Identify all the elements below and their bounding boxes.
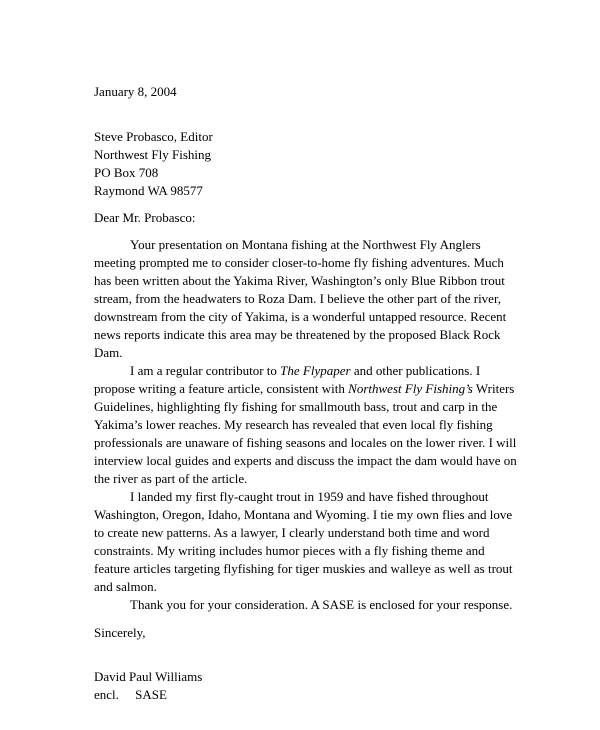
paragraph-2-line: Guidelines, highlighting fly fishing for smallmouth bass, trout and carp in the xyxy=(94,399,498,414)
paragraph-3-line: feature articles targeting flyfishing for tiger muskies and walleye as well as trout xyxy=(94,561,513,576)
publication-title-italic: The Flypaper xyxy=(280,363,351,378)
paragraph-1-line: has been written about the Yakima River, Washington’s only Blue Ribbon trout xyxy=(94,273,505,288)
paragraph-1-line: Your presentation on Montana fishing at the Northwest Fly Anglers xyxy=(130,237,481,252)
paragraph-2-line: professionals are unaware of fishing seasons and locales on the lower river. I will xyxy=(94,435,517,450)
recipient-po-box: PO Box 708 xyxy=(94,165,159,180)
paragraph-3-line: constraints. My writing includes humor pieces with a fly fishing theme and xyxy=(94,543,485,558)
paragraph-2-line: the river as part of the article. xyxy=(94,471,248,486)
paragraph-2-line: interview local guides and experts and discuss the impact the dam would have on xyxy=(94,453,517,468)
paragraph-1-line: Dam. xyxy=(94,345,123,360)
p2-text: I am a regular contributor to xyxy=(130,363,281,378)
p2-text: propose writing a feature article, consistent with xyxy=(94,381,349,396)
paragraph-3-line: Washington, Oregon, Idaho, Montana and Wyoming. I tie my own flies and love xyxy=(94,507,513,522)
paragraph-3-line: and salmon. xyxy=(94,579,157,594)
recipient-city: Raymond WA 98577 xyxy=(94,183,203,198)
signature-name: David Paul Williams xyxy=(94,669,203,684)
salutation: Dear Mr. Probasco: xyxy=(94,210,196,225)
paragraph-1-line: stream, from the headwaters to Roza Dam. I believe the other part of the river, xyxy=(94,291,502,306)
paragraph-3-line: to create new patterns. As a lawyer, I clearly understand both time and word xyxy=(94,525,490,540)
enclosure-note: encl. SASE xyxy=(94,687,167,702)
p2-text: Writers xyxy=(472,381,515,396)
publication-title-italic: Northwest Fly Fishing’s xyxy=(348,381,473,396)
paragraph-2-line xyxy=(130,362,480,380)
letter-date: January 8, 2004 xyxy=(94,84,177,99)
p2-text: and other publications. I xyxy=(350,363,481,378)
paragraph-1-line: news reports indicate this area may be threatened by the proposed Black Rock xyxy=(94,327,501,342)
paragraph-1-line: meeting prompted me to consider closer-to-home fly fishing adventures. Much xyxy=(94,255,504,270)
paragraph-4-line: Thank you for your consideration. A SASE is enclosed for your response. xyxy=(130,597,513,612)
paragraph-1-line: downstream from the city of Yakima, is a wonderful untapped resource. Recent xyxy=(94,309,507,324)
paragraph-2-line: Yakima’s lower reaches. My research has revealed that even local fly fishing xyxy=(94,417,493,432)
paragraph-3-line: I landed my first fly-caught trout in 1959 and have fished throughout xyxy=(130,489,489,504)
paragraph-2-line xyxy=(94,380,514,398)
recipient-name: Steve Probasco, Editor xyxy=(94,129,213,144)
closing: Sincerely, xyxy=(94,625,146,640)
recipient-publication: Northwest Fly Fishing xyxy=(94,147,212,162)
